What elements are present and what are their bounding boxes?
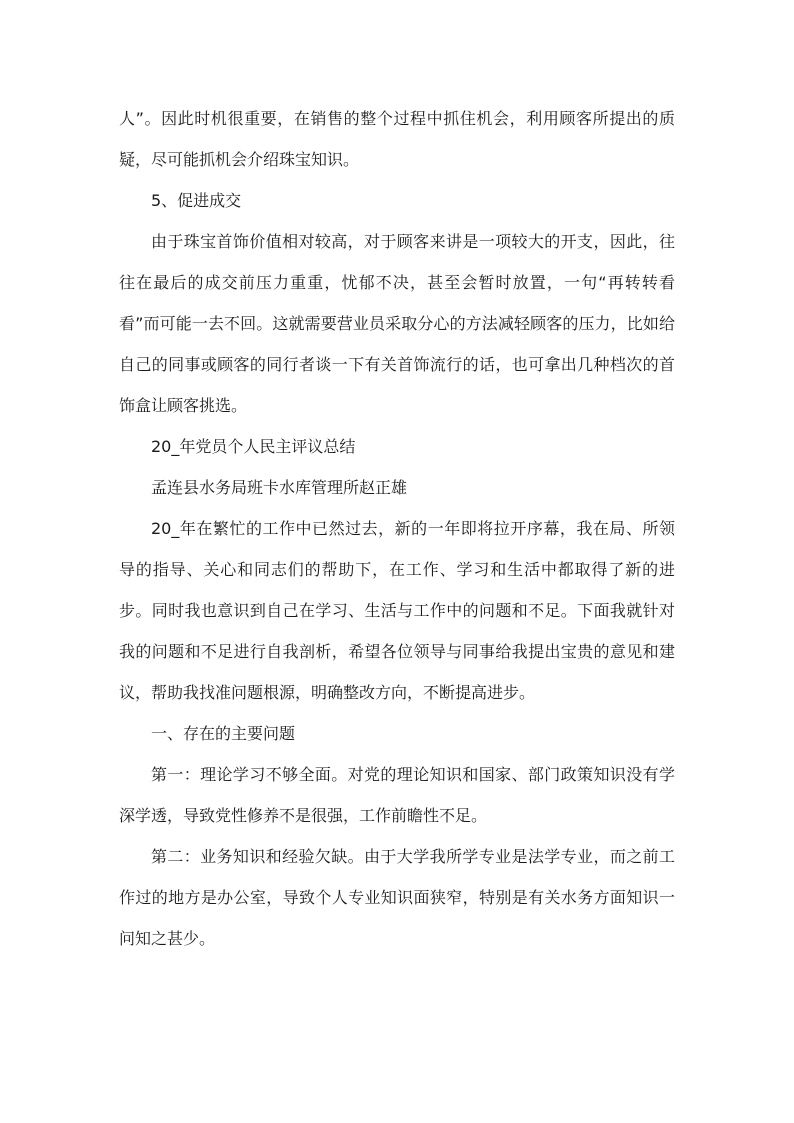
section-heading-main-problems: 一、存在的主要问题 (151, 724, 296, 743)
paragraph-9: 第二：业务知识和经验欠缺。由于大学我所学专业是法学专业，而之前工作过的地方是办公室，导致个人专业知识面狭窄，特别是有关水务方面知识一问知之甚少。 (119, 847, 675, 948)
paragraph-6: 20_年在繁忙的工作中已然过去，新的一年即将拉开序幕，我在局、所领导的指导、关心和同志们的帮助下，在工作、学习和生活中都取得了新的进步。同时我也意识到自己在学习、生活与工作中的问题和不足。下面我就针对我的问题和不足进行自我剖析，希望各位领导与同事给我提出宝贵的意见和建议，帮助我找准问题根源，明确整改方向，不断提高进步。 (119, 519, 675, 702)
paragraph-3: 由于珠宝首饰价值相对较高，对于顾客来讲是一项较大的开支，因此，往往在最后的成交前压力重重，忧郁不决，甚至会暂时放置，一句“再转转看看”而可能一去不回。这就需要营业员采取分心的方法减轻顾客的压力，比如给自己的同事或顾客的同行者谈一下有关首饰流行的话，也可拿出几种档次的首饰盒让顾客挑选。 (119, 232, 675, 415)
paragraph-1: 人”。因此时机很重要，在销售的整个过程中抓住机会，利用顾客所提出的质疑，尽可能抓机会介绍珠宝知识。 (119, 109, 675, 169)
document-title: 20_年党员个人民主评议总结 (151, 437, 356, 456)
author-line: 孟连县水务局班卡水库管理所赵正雄 (151, 478, 408, 497)
document-page (119, 98, 675, 959)
paragraph-8: 第一：理论学习不够全面。对党的理论知识和国家、部门政策知识没有学深学透，导致党性修养不是很强，工作前瞻性不足。 (119, 765, 675, 825)
section-heading-promote-deal: 5、促进成交 (151, 191, 242, 210)
